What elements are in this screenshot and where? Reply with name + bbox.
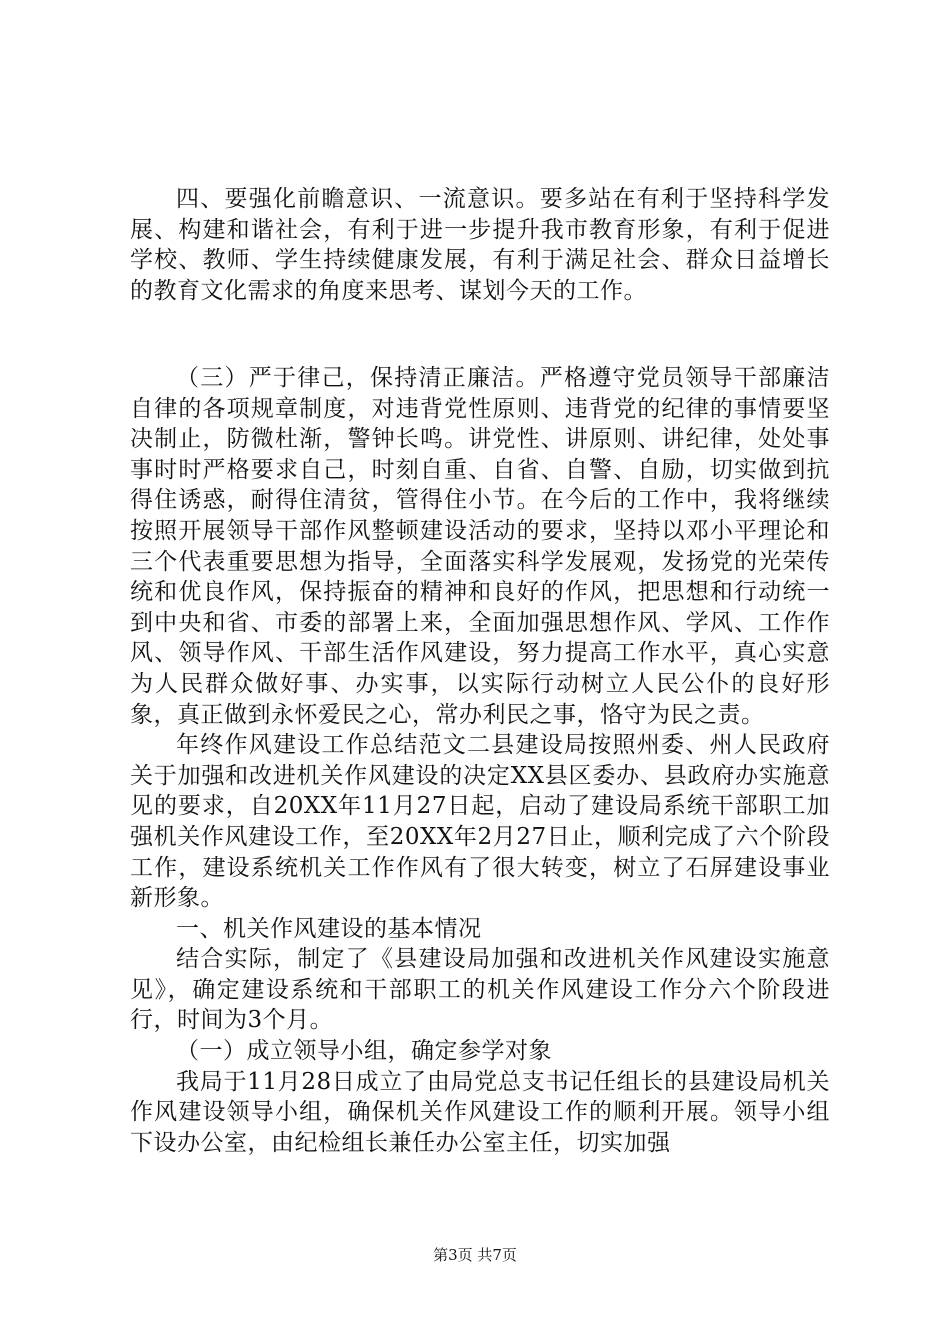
page-number-footer: 第3页 共7页 xyxy=(433,1246,517,1264)
subsection-heading: （一）成立领导小组，确定参学对象 xyxy=(176,1038,552,1065)
section-heading: 一、机关作风建设的基本情况 xyxy=(176,915,482,942)
text-section-top xyxy=(130,184,830,306)
paragraph: 年终作风建设工作总结范文二县建设局按照州委、州人民政府关于加强和改进机关作风建设的决定XX县区委办、县政府办实施意见的要求，自20XX年11月27日起，启动了建设局系统干部职工加强机关作风建设工作，至20XX年2月27日止，顺利完成了六个阶段工作，建设系统机关工作作风有了很大转变，树立了石屏建设事业新形象。 xyxy=(130,732,830,912)
paragraph: 我局于11月28日成立了由局党总支书记任组长的县建设局机关作风建设领导小组，确保机关作风建设工作的顺利开展。领导小组下设办公室，由纪检组长兼任办公室主任，切实加强 xyxy=(130,1068,830,1156)
text-section-main xyxy=(130,363,830,1158)
paragraph: 四、要强化前瞻意识、一流意识。要多站在有利于坚持科学发展、构建和谐社会，有利于进一步提升我市教育形象，有利于促进学校、教师、学生持续健康发展，有利于满足社会、群众日益增长的教育文化需求的角度来思考、谋划今天的工作。 xyxy=(130,186,830,304)
paragraph: 结合实际，制定了《县建设局加强和改进机关作风建设实施意见》，确定建设系统和干部职工的机关作风建设工作分六个阶段进行，时间为3个月。 xyxy=(130,946,830,1034)
paragraph: （三）严于律己，保持清正廉洁。严格遵守党员领导干部廉洁自律的各项规章制度，对违背党性原则、违背党的纪律的事情要坚决制止，防微杜渐，警钟长鸣。讲党性、讲原则、讲纪律，处处事事时时严格要求自己，时刻自重、自省、自警、自励，切实做到抗得住诱惑，耐得住清贫，管得住小节。在今后的工作中，我将继续按照开展领导干部作风整顿建设活动的要求，坚持以邓小平理论和三个代表重要思想为指导，全面落实科学发展观，发扬党的光荣传统和优良作风，保持振奋的精神和良好的作风，把思想和行动统一到中央和省、市委的部署上来，全面加强思想作风、学风、工作作风、领导作风、干部生活作风建设，努力提高工作水平，真心实意为人民群众做好事、办实事，以实际行动树立人民公仆的良好形象，真正做到永怀爱民之心，常办利民之事，恪守为民之责。 xyxy=(130,365,830,728)
